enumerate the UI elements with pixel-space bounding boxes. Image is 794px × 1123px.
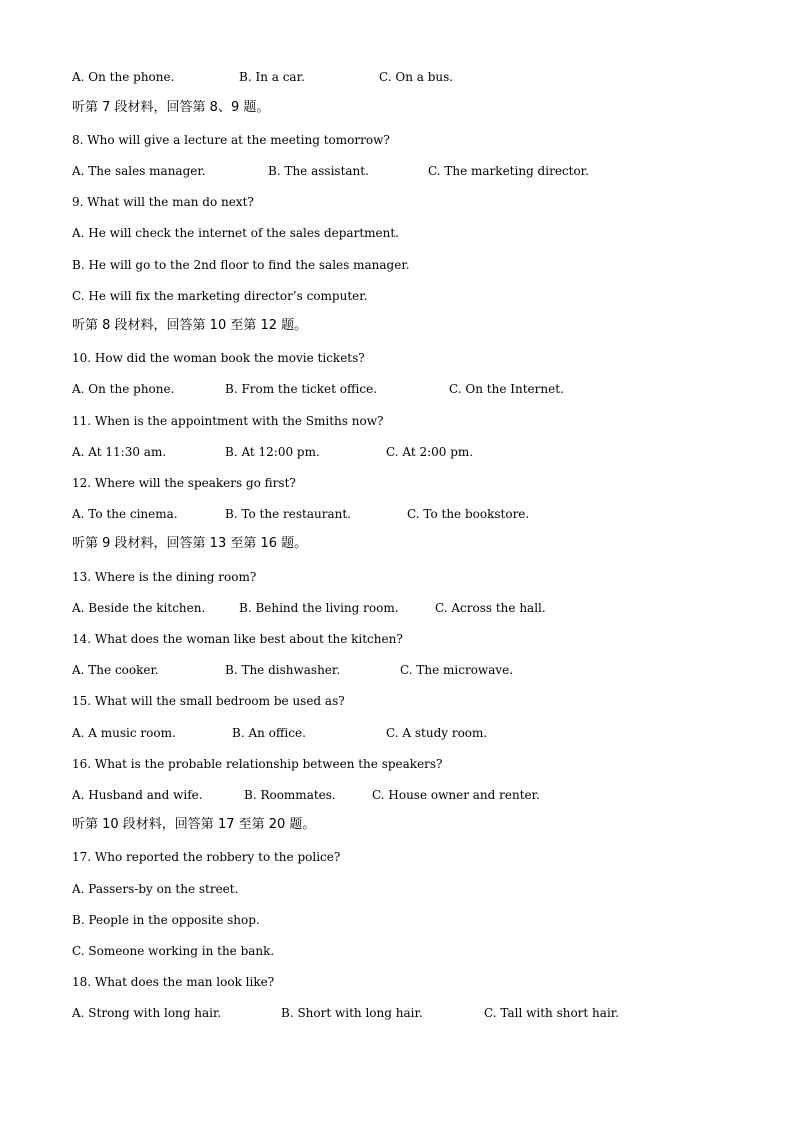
option-a: A. A music room.: [72, 726, 176, 740]
option-b: B. Short with long hair.: [281, 1006, 423, 1020]
question-8: 8. Who will give a lecture at the meeting tomorrow?: [72, 133, 390, 147]
options-row-q8: [72, 163, 589, 179]
section-heading-7: 听第 7 段材料，回答第 8、9 题。: [72, 100, 270, 115]
option-c-line: C. Someone working in the bank.: [72, 944, 275, 958]
options-row-q7: [72, 69, 454, 85]
option-c: C. At 2:00 pm.: [386, 445, 474, 459]
option-c: C. The microwave.: [400, 663, 514, 677]
question-13: 13. Where is the dining room?: [72, 570, 257, 584]
option-b: B. To the restaurant.: [225, 507, 351, 521]
question-12: 12. Where will the speakers go first?: [72, 476, 296, 490]
question-18: 18. What does the man look like?: [72, 975, 275, 989]
question-11: 11. When is the appointment with the Smiths now?: [72, 414, 384, 428]
option-b: B. An office.: [232, 726, 306, 740]
option-a: A. To the cinema.: [72, 507, 178, 521]
option-a: A. On the phone.: [72, 382, 175, 396]
option-c: C. Across the hall.: [435, 601, 546, 615]
options-row-q12: [72, 506, 530, 522]
option-b-line: B. He will go to the 2nd floor to find the sales manager.: [72, 258, 410, 272]
option-c: C. On a bus.: [379, 70, 454, 84]
option-a: A. At 11:30 am.: [72, 445, 167, 459]
option-b-line: B. People in the opposite shop.: [72, 913, 260, 927]
question-14: 14. What does the woman like best about the kitchen?: [72, 632, 403, 646]
option-a: A. The cooker.: [72, 663, 159, 677]
section-heading-8: 听第 8 段材料，回答第 10 至第 12 题。: [72, 318, 308, 333]
option-a: A. On the phone.: [72, 70, 175, 84]
option-b: B. The dishwasher.: [225, 663, 341, 677]
section-heading-9: 听第 9 段材料，回答第 13 至第 16 题。: [72, 536, 308, 551]
question-10: 10. How did the woman book the movie tickets?: [72, 351, 365, 365]
option-a: A. Beside the kitchen.: [72, 601, 206, 615]
question-16: 16. What is the probable relationship between the speakers?: [72, 757, 443, 771]
question-17: 17. Who reported the robbery to the police?: [72, 850, 341, 864]
options-row-q16: [72, 787, 540, 803]
option-c-line: C. He will fix the marketing director’s computer.: [72, 289, 368, 303]
option-b: B. The assistant.: [268, 164, 369, 178]
option-c: C. House owner and renter.: [372, 788, 540, 802]
option-a: A. Husband and wife.: [72, 788, 203, 802]
option-b: B. Roommates.: [244, 788, 336, 802]
question-9: 9. What will the man do next?: [72, 195, 254, 209]
option-b: B. From the ticket office.: [225, 382, 378, 396]
options-row-q15: [72, 725, 488, 741]
option-a: A. The sales manager.: [72, 164, 206, 178]
options-row-q13: [72, 600, 546, 616]
option-b: B. In a car.: [239, 70, 305, 84]
option-c: C. Tall with short hair.: [484, 1006, 620, 1020]
option-c: C. A study room.: [386, 726, 488, 740]
section-heading-10: 听第 10 段材料，回答第 17 至第 20 题。: [72, 817, 316, 832]
option-c: C. To the bookstore.: [407, 507, 530, 521]
option-a: A. Strong with long hair.: [72, 1006, 222, 1020]
options-row-q11: [72, 444, 474, 460]
option-b: B. Behind the living room.: [239, 601, 399, 615]
options-row-q10: [72, 381, 564, 397]
option-c: C. The marketing director.: [428, 164, 589, 178]
option-c: C. On the Internet.: [449, 382, 564, 396]
option-b: B. At 12:00 pm.: [225, 445, 320, 459]
options-row-q14: [72, 662, 514, 678]
option-a-line: A. He will check the internet of the sales department.: [72, 226, 399, 240]
question-15: 15. What will the small bedroom be used as?: [72, 694, 345, 708]
option-a-line: A. Passers-by on the street.: [72, 882, 239, 896]
options-row-q18: [72, 1005, 620, 1021]
